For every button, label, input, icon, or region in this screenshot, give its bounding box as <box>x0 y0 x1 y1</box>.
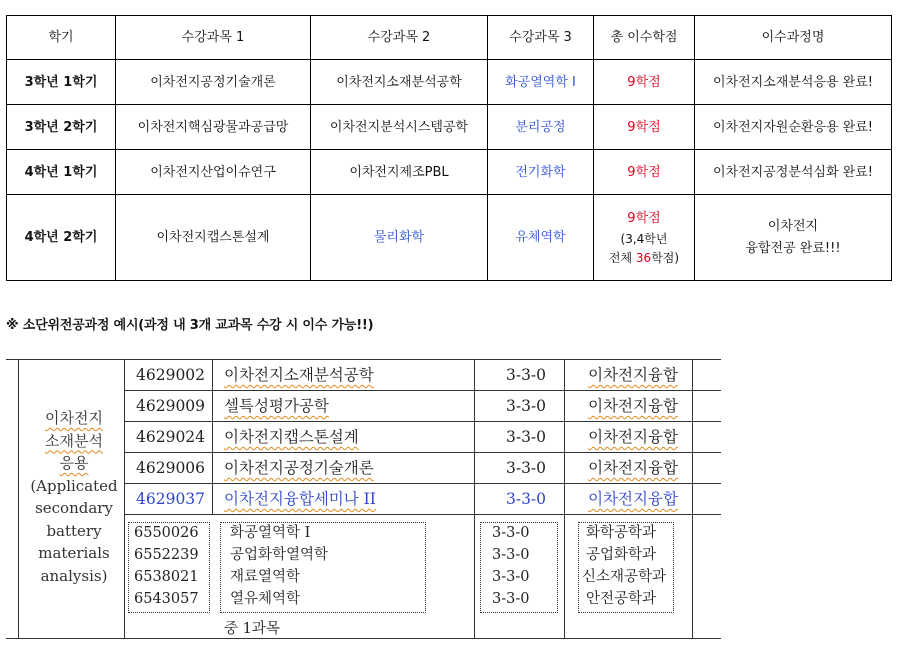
semester-cell: 4학년 2학기 <box>7 195 116 281</box>
header-semester: 학기 <box>7 16 116 60</box>
course-2-cell: 이차전지분석시스템공학 <box>311 105 488 150</box>
course-1-cell: 이차전지산업이슈연구 <box>116 150 311 195</box>
course-3-cell: 유체역학 <box>488 195 594 281</box>
semester-cell: 3학년 1학기 <box>7 60 116 105</box>
course-dept: 이차전지융합 <box>588 366 678 384</box>
semester-cell: 4학년 1학기 <box>7 150 116 195</box>
course-code: 4629024 <box>136 428 206 446</box>
course-dept: 이차전지융합 <box>588 428 678 446</box>
semester-plan-table <box>6 15 892 281</box>
table-header-row <box>7 16 892 60</box>
header-course-name: 이수과정명 <box>695 16 892 60</box>
credits-cell: 9학점 <box>594 105 695 150</box>
course-name: 셀특성평가공학 <box>224 397 329 415</box>
course-3-cell: 화공열역학 I <box>488 60 594 105</box>
course-1-cell: 이차전지공정기술개론 <box>116 60 311 105</box>
course-name-cell: 이차전지공정분석심화 완료! <box>695 150 892 195</box>
course-credits: 3-3-0 <box>505 490 547 508</box>
header-course-2: 수강과목 2 <box>311 16 488 60</box>
course-name: 이차전지공정기술개론 <box>224 459 374 477</box>
credits-cell: 9학점 <box>594 60 695 105</box>
pick-one-note: 중 1과목 <box>224 621 280 637</box>
course-name-cell: 이차전지소재분석응용 완료! <box>695 60 892 105</box>
program-label: 이차전지 소재분석 응용 (Applicated secondary battery materials analysis) <box>30 409 118 585</box>
course-1-cell: 이차전지핵심광물과공급망 <box>116 105 311 150</box>
header-course-1: 수강과목 1 <box>116 16 311 60</box>
course-3-cell: 전기화학 <box>488 150 594 195</box>
course-2-cell: 이차전지제조PBL <box>311 150 488 195</box>
course-code: 4629037 <box>136 490 206 508</box>
course-dept: 이차전지융합 <box>588 490 678 508</box>
minor-program-table: 이차전지 소재분석 응용 (Applicated secondary battery materials analysis) 4629002 이차전지소재분석공학 3-3-0 이차전지융합 4629009 셀특성평가공학 3-3-0 이차전지융합 4629024 이차전지캡스톤설계 3-3-0 이차전지융합 4629006 이차전지공정기술개론 3-3-0 이차전지융합 4629037 이차전지융합세미나 II 3-3-0 이차전지융합 6550026 화공열역학 I 3-3-0 화학공학과 6552239 공업화학열역학 3-3-0 공업화학과 6538021 재료열역학 3-3-0 신소재공학과 6543057 열유체역학 3-3-0 안전공학과 중 1과목 <box>6 359 721 640</box>
course-2-cell: 물리화학 <box>311 195 488 281</box>
course-name: 이차전지융합세미나 II <box>224 490 376 508</box>
header-course-3: 수강과목 3 <box>488 16 594 60</box>
course-name-cell: 이차전지자원순환응용 완료! <box>695 105 892 150</box>
course-code: 4629009 <box>136 397 206 415</box>
credits-value: 9학점 <box>627 210 661 226</box>
course-credits: 3-3-0 <box>505 397 547 415</box>
semester-cell: 3학년 2학기 <box>7 105 116 150</box>
course-code: 4629002 <box>136 366 206 384</box>
course-3-cell: 분리공정 <box>488 105 594 150</box>
course-dept: 이차전지융합 <box>588 459 678 477</box>
course-dept: 이차전지융합 <box>588 397 678 415</box>
course-name: 이차전지캡스톤설계 <box>224 428 359 446</box>
course-1-cell: 이차전지캡스톤설계 <box>116 195 311 281</box>
minor-program-note: ※ 소단위전공과정 예시(과정 내 3개 교과목 수강 시 이수 가능!!) <box>6 318 374 333</box>
header-total-credits: 총 이수학점 <box>594 16 695 60</box>
credits-total: 전체 36학점) <box>608 250 680 265</box>
course-credits: 3-3-0 <box>505 366 547 384</box>
table-row <box>7 105 892 150</box>
credits-cell: 9학점 <box>594 150 695 195</box>
course-code: 4629006 <box>136 459 206 477</box>
course-credits: 3-3-0 <box>505 459 547 477</box>
table-row <box>7 150 892 195</box>
table-row <box>7 195 892 281</box>
course-name: 이차전지소재분석공학 <box>224 366 374 384</box>
course-name-cell: 이차전지 융합전공 완료!!! <box>695 195 892 281</box>
table-row <box>7 60 892 105</box>
course-2-cell: 이차전지소재분석공학 <box>311 60 488 105</box>
course-credits: 3-3-0 <box>505 428 547 446</box>
credits-cell <box>594 195 695 281</box>
credits-note: (3,4학년 <box>620 231 668 246</box>
